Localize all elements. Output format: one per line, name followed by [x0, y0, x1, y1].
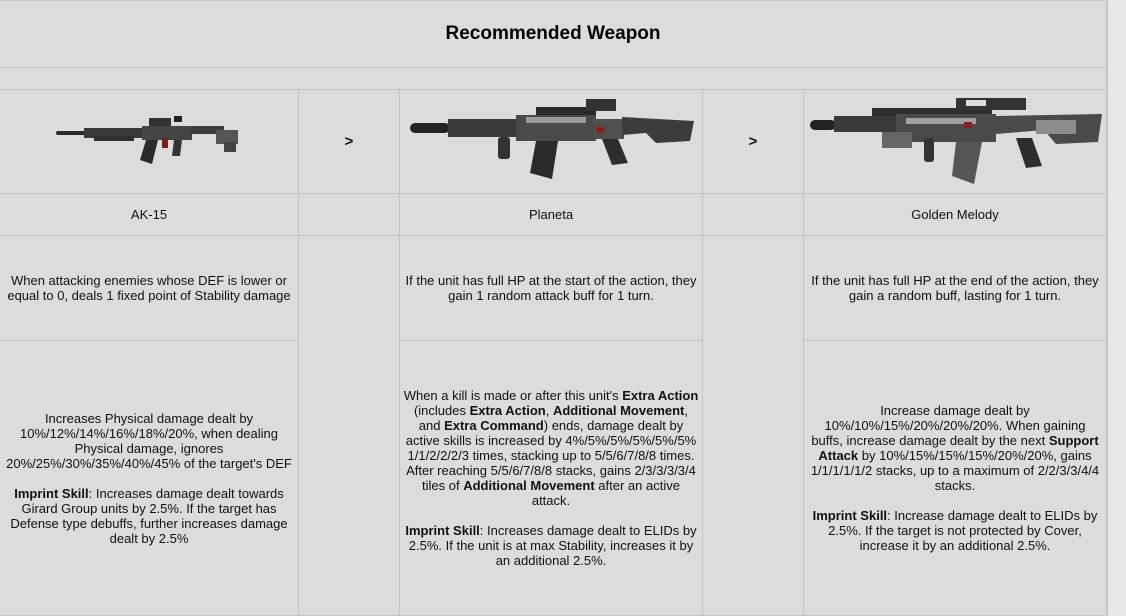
- weapon-name: Golden Melody: [911, 207, 999, 222]
- weapon-skill-cell-golden-melody: [803, 340, 1107, 616]
- page-title: Recommended Weapon: [445, 23, 661, 44]
- weapon-effect-text: If the unit has full HP at the end of the action, they gain a random buff, lasting for 1 turn.: [811, 273, 1099, 303]
- upgrade-arrow: >: [344, 133, 354, 150]
- golden-melody-rifle-icon: [806, 96, 1104, 188]
- weapon-skill-text: Increases Physical damage dealt by 10%/12%/14%/16%/18%/20%, when dealing Physical damage, ignores 20%/25%/30%/35%/40%/45% of the target's DEF: [6, 410, 292, 471]
- title-cell: [0, 0, 1107, 68]
- imprint-skill-label: Imprint Skill: [14, 485, 89, 501]
- weapon-skill-text: Increase damage dealt by 10%/10%/15%/20%/20%/20%. When gaining buffs, increase damage dealt by the next Support Attack by 10%/15%/15%/15%/20%/20%, gains 1/1/1/1/1/2 stacks, up to a maximum of 2/2/3/3/4/4 stacks.: [810, 403, 1100, 493]
- weapon-name-cell-planeta: [399, 193, 703, 236]
- upgrade-arrow: >: [748, 133, 758, 150]
- imprint-skill-label: Imprint Skill: [405, 523, 480, 538]
- arrow-column-spacer-1: [298, 193, 400, 236]
- weapon-effect-text: If the unit has full HP at the start of the action, they gain 1 random attack buff for 1 turn.: [405, 273, 697, 303]
- arrow-cell-2: [702, 89, 804, 194]
- imprint-skill-text: : Increase damage dealt to ELIDs by 2.5%. If the target is not protected by Cover, increase it by an additional 2.5%.: [828, 508, 1098, 553]
- planeta-rifle-icon: [406, 97, 696, 187]
- arrow-column-lower-1: [298, 235, 400, 616]
- imprint-skill: [403, 523, 699, 568]
- arrow-column-lower-2: [702, 235, 804, 616]
- weapon-skill-cell-planeta: [399, 340, 703, 616]
- weapon-name-cell-golden-melody: [803, 193, 1107, 236]
- arrow-column-spacer-2: [702, 193, 804, 236]
- imprint-skill-text: : Increases damage dealt towards Girard Group units by 2.5%. If the target has Defense type debuffs, further increases damage dealt by 2.5%: [10, 485, 288, 546]
- ak15-rifle-icon: [54, 112, 244, 172]
- weapon-name: Planeta: [528, 207, 574, 222]
- arrow-cell-1: [298, 89, 400, 194]
- weapon-image-cell-golden-melody: [803, 89, 1107, 194]
- imprint-skill: [3, 486, 295, 546]
- weapon-effect-text: When attacking enemies whose DEF is lower or equal to 0, deals 1 fixed point of Stability damage: [7, 273, 291, 303]
- imprint-skill-label: Imprint Skill: [812, 508, 888, 523]
- weapon-image-cell-planeta: [399, 89, 703, 194]
- imprint-skill: [807, 508, 1103, 553]
- weapon-effect-cell-ak15: [0, 235, 299, 341]
- weapon-effect-cell-golden-melody: [803, 235, 1107, 341]
- weapon-name: AK-15: [130, 207, 168, 222]
- page-margin: [1108, 0, 1126, 616]
- weapon-name-cell-ak15: [0, 193, 299, 236]
- imprint-skill-text: : Increases damage dealt to ELIDs by 2.5%. If the unit is at max Stability, increases it by an additional 2.5%.: [408, 523, 697, 568]
- table-right-border: [1106, 0, 1108, 616]
- weapon-image-cell-ak15: [0, 89, 299, 194]
- spacer-row: [0, 67, 1107, 90]
- weapon-effect-cell-planeta: [399, 235, 703, 341]
- weapon-skill-text: When a kill is made or after this unit's Extra Action (includes Extra Action, Additional Movement, and Extra Command) ends, damage dealt by active skills is increased by 4%/5%/5%/5%/5%/5% 1/1/2/2/2/3 times, stacking up to 5/5/6/7/8/8 times. After reaching 5/5/6/7/8/8 stacks, gains 2/3/3/3/3/4 tiles of Additional Movement after an active attack.: [403, 388, 699, 508]
- weapon-skill-cell-ak15: [0, 340, 299, 616]
